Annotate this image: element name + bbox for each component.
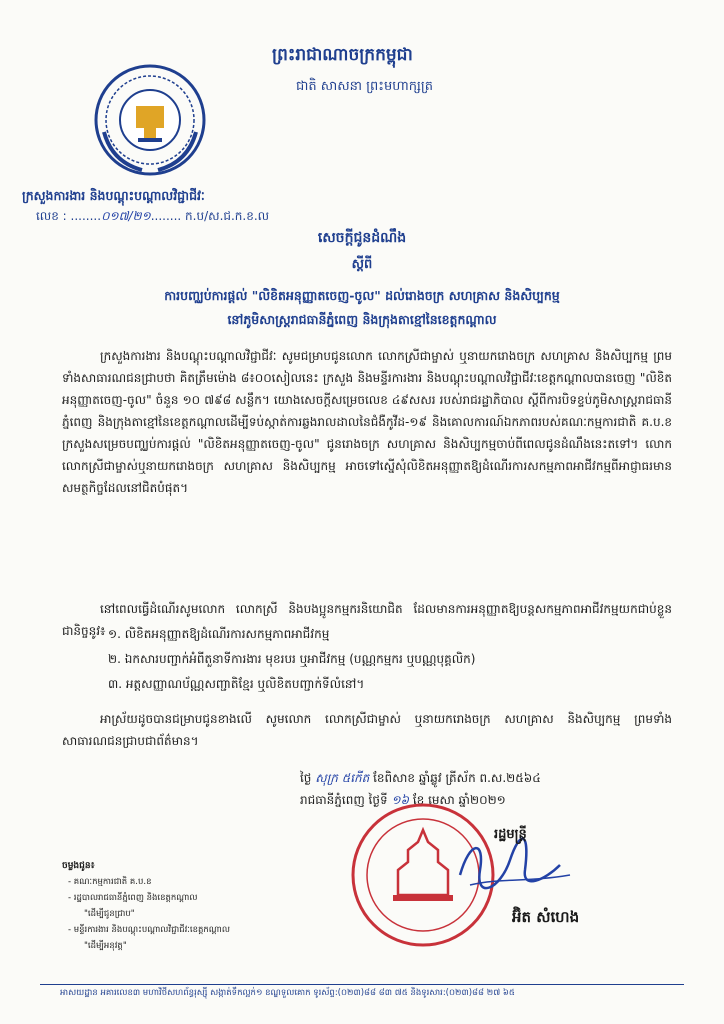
list-item: - រដ្ឋបាលរាជធានីភ្នំពេញ និងខេត្តកណ្តាល: [68, 893, 198, 903]
solar-date-prefix: រាជធានីភ្នំពេញ ថ្ងៃទី: [300, 793, 388, 807]
list-item: ២. ឯកសារបញ្ជាក់អំពីតួនាទីការងារ មុខរបរ ឬអាជីវកម្ម (បណ្ណកម្មករ ឬបណ្ណបុគ្គលិក): [108, 652, 476, 666]
footer-address: អាសយដ្ឋាន អគារលេខ៣ មហាវិថីសហព័ន្ធរុស្ស៊ី សង្កាត់ទឹកល្អក់១ ខណ្ឌទួលគោក ទូរស័ព្ទ:(០២៣)៨៨ ៨៣ ៧៥ និងទូរសារ:(០២៣)៨៨ ២៧ ៦៥: [60, 988, 515, 998]
kingdom-heading: ព្រះរាជាណាចក្រកម្ពុជា: [272, 45, 413, 65]
body-paragraph-1-text: ក្រសួងការងារ និងបណ្តុះបណ្តាលវិជ្ជាជីវៈ សូមជម្រាបជូនលោក លោកស្រីជាម្ចាស់ ឬនាយករោងចក្រ សហគ្រាស និងសិប្បកម្ម ព្រមទាំងសាធារណជនជ្រាបថា គិតត្រឹមម៉ោង ៨៖០០សៀលនេះ ក្រសួង និងមន្ទីរការងារ និងបណ្តុះបណ្តាលវិជ្ជាជីវៈខេត្តកណ្តាលបានចេញ "លិខិតអនុញ្ញាតចេញ-ចូល" ចំនួន ១០ ៧៩៨ សន្លឹក។ យោងសេចក្តីសម្រេចលេខ ៤៩សសរ របស់រាជរដ្ឋាភិបាល ស្តីពីការបិទខ្ទប់ភូមិសាស្ត្ររាជធានីភ្នំពេញ និងក្រុងតាខ្មៅនៃខេត្តកណ្តាលដើម្បីទប់ស្កាត់ការឆ្លងរាលដាលនៃជំងឺកូវីដ-១៩ និងគោលការណ៍ឯកភាពរបស់គណៈកម្មការជាតិ គ.ប.ខ ក្រសួងសម្រេចបញ្ឈប់ការផ្តល់ "លិខិតអនុញ្ញាតចេញ-ចូល" ជូនរោងចក្រ សហគ្រាស និងសិប្បកម្មចាប់ពីពេលជូនដំណឹងនេះតទៅ។ លោក លោកស្រីជាម្ចាស់ឬនាយករោងចក្រ សហគ្រាស និងសិប្បកម្ម អាចទៅស្នើសុំលិខិតអនុញ្ញាតឱ្យដំណើរការសកម្មភាពអាជីវកម្មពីអាជ្ញាធរមានសមត្ថកិច្ចដែលនៅជិតបំផុត។: [62, 349, 672, 495]
document-type: សេចក្តីជូនដំណឹង: [317, 230, 407, 246]
ref-code: ក.ប/ស.ជ.ក.ខ.ល: [185, 209, 270, 223]
list-item: "ដើម្បីអនុវត្ត": [84, 941, 127, 951]
subject-label: ស្តីពី: [351, 257, 373, 272]
body-paragraph-2-text: នៅពេលធ្វើដំណើរសូមលោក លោកស្រី និងបងប្អូនកម្មករនិយោជិត ដែលមានការអនុញ្ញាតឱ្យបន្តសកម្មភាពអាជីវកម្មយកជាប់ខ្លួនជានិច្ចនូវ៖: [62, 602, 672, 638]
list-item: - មន្ទីរការងារ និងបណ្តុះបណ្តាលវិជ្ជាជីវៈខេត្តកណ្តាល: [68, 925, 230, 935]
footer-divider: [40, 984, 684, 985]
recipients-title: ចម្លងជូន៖: [62, 861, 95, 871]
ministry-name: ក្រសួងការងារ និងបណ្តុះបណ្តាលវិជ្ជាជីវៈ: [22, 188, 205, 203]
ministry-logo: [92, 62, 208, 178]
copy-recipients: [62, 858, 312, 954]
minister-title: រដ្ឋមន្ត្រី: [494, 827, 527, 842]
subject-title: [20, 284, 704, 332]
body-paragraph-3-text: អាស្រ័យដូចបានជម្រាបជូនខាងលើ សូមលោក លោកស្រីជាម្ចាស់ ឬនាយករោងចក្រ សហគ្រាស និងសិប្បកម្ម ព្រមទាំងសាធារណជនជ្រាបជាព័ត៌មាន។: [62, 712, 672, 748]
list-item: - គណៈកម្មការជាតិ គ.ប.ខ: [68, 877, 152, 887]
subject-line-1: ការបញ្ឈប់ការផ្តល់ "លិខិតអនុញ្ញាតចេញ-ចូល" ដល់រោងចក្រ សហគ្រាស និងសិប្បកម្ម: [164, 288, 560, 303]
list-item: ៣. អត្តសញ្ញាណប័ណ្ណសញ្ជាតិខ្មែរ ឬលិខិតបញ្ជាក់ទីលំនៅ។: [108, 677, 365, 691]
solar-date-rest: ខែ មេសា ឆ្នាំ២០២១: [412, 793, 506, 807]
minister-name: អ៊ិត សំហេង: [512, 908, 580, 926]
lunar-date-handwritten: សុក្រ ៥កើត: [315, 771, 370, 785]
list-item: ១. លិខិតអនុញ្ញាតឱ្យដំណើរការសកម្មភាពអាជីវកម្ម: [108, 627, 330, 641]
solar-day-handwritten: ១៦: [391, 793, 410, 807]
required-documents-list: [108, 622, 668, 697]
lunar-date: [300, 770, 541, 788]
ref-label: លេខ :: [36, 209, 67, 223]
list-item: "ដើម្បីជូនជ្រាប": [84, 909, 135, 919]
lunar-date-rest: ខែពិសាខ ឆ្នាំឆ្លូវ ត្រីស័ក ព.ស.២៥៦៤: [373, 771, 541, 785]
body-paragraph-1: [62, 345, 672, 499]
body-paragraph-3: [62, 708, 672, 752]
national-motto: ជាតិ សាសនា ព្រះមហាក្សត្រ: [296, 79, 433, 94]
subject-line-2: នៅភូមិសាស្ត្ររាជធានីភ្នំពេញ និងក្រុងតាខ្មៅនៃខេត្តកណ្តាល: [227, 312, 497, 327]
ref-number: ០១៧/២១: [101, 209, 151, 223]
lunar-date-prefix: ថ្ងៃ: [300, 771, 312, 785]
reference-line: លេខ : ........០១៧/២១........ ក.ប/ស.ជ.ក.ខ.ល: [36, 209, 270, 223]
